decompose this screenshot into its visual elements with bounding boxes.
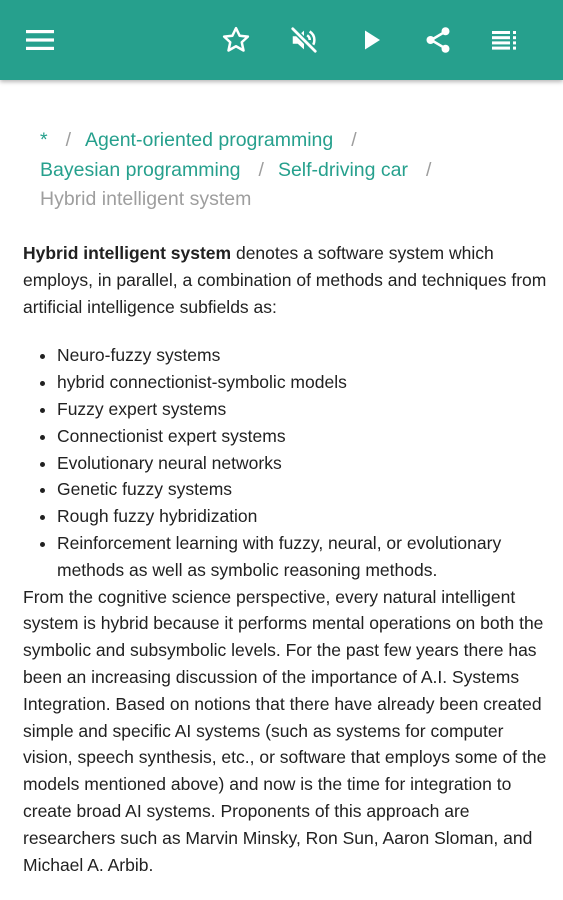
article-term: Hybrid intelligent system	[23, 243, 232, 263]
breadcrumb-link-agent-oriented-programming[interactable]: Agent-oriented programming	[85, 129, 334, 151]
list-item: • Neuro-fuzzy systems	[57, 342, 548, 369]
breadcrumb-current-page: Hybrid intelligent system	[40, 188, 252, 210]
body-paragraph: From the cognitive science perspective, every natural intelligent system is hybrid because it performs mental operations on both the symbolic and subsymbolic levels. For the past few years there has been an increasing discussion of the importance of A.I. Systems Integration. Based on notions that there have already been created simple and specific AI systems (such as systems for computer vision, speech synthesis, etc., or software that employs some of the models mentioned above) and now is the time for integration to create broad AI systems. Proponents of this approach are researchers such as Marvin Minsky, Ron Sun, Aaron Sloman, and Michael A. Arbib.	[23, 586, 547, 875]
play-button[interactable]	[352, 20, 392, 60]
breadcrumb-separator: /	[65, 129, 72, 151]
article-content[interactable]	[0, 80, 563, 900]
share-button[interactable]	[418, 20, 458, 60]
table-of-contents-icon	[492, 29, 520, 51]
breadcrumb-separator: /	[351, 129, 357, 151]
volume-off-icon	[289, 25, 319, 55]
menu-button[interactable]	[20, 20, 60, 60]
list-item: • hybrid connectionist-symbolic models	[57, 369, 548, 396]
breadcrumb-separator: /	[425, 158, 432, 181]
breadcrumb	[40, 126, 540, 215]
intro-paragraph	[23, 240, 548, 320]
hamburger-menu-icon	[26, 29, 54, 51]
breadcrumb-link-root[interactable]: *	[40, 129, 48, 151]
intro-text: denotes a software system which employs, in parallel, a combination of methods and techniques from artificial intelligence subfields as:	[23, 243, 547, 317]
share-icon	[423, 25, 453, 55]
star-outline-icon	[221, 25, 251, 55]
app-toolbar	[0, 0, 563, 80]
list-item: • Rough fuzzy hybridization	[57, 503, 548, 530]
list-item: • Connectionist expert systems	[57, 423, 548, 450]
breadcrumb-link-bayesian-programming[interactable]: Bayesian programming	[40, 158, 241, 181]
subfield-list	[23, 342, 548, 583]
breadcrumb-separator: /	[258, 158, 264, 181]
list-item: • Fuzzy expert systems	[57, 396, 548, 423]
play-icon	[360, 28, 384, 52]
breadcrumb-link-self-driving-car[interactable]: Self-driving car	[277, 158, 408, 181]
article-body	[23, 240, 548, 878]
list-item: • Reinforcement learning with fuzzy, neural, or evolutionary methods as well as symbolic reasoning methods.	[57, 530, 548, 584]
list-item: • Genetic fuzzy systems	[57, 476, 548, 503]
list-item: • Evolutionary neural networks	[57, 450, 548, 477]
contents-button[interactable]	[486, 20, 526, 60]
mute-button[interactable]	[284, 20, 324, 60]
bookmark-button[interactable]	[216, 20, 256, 60]
